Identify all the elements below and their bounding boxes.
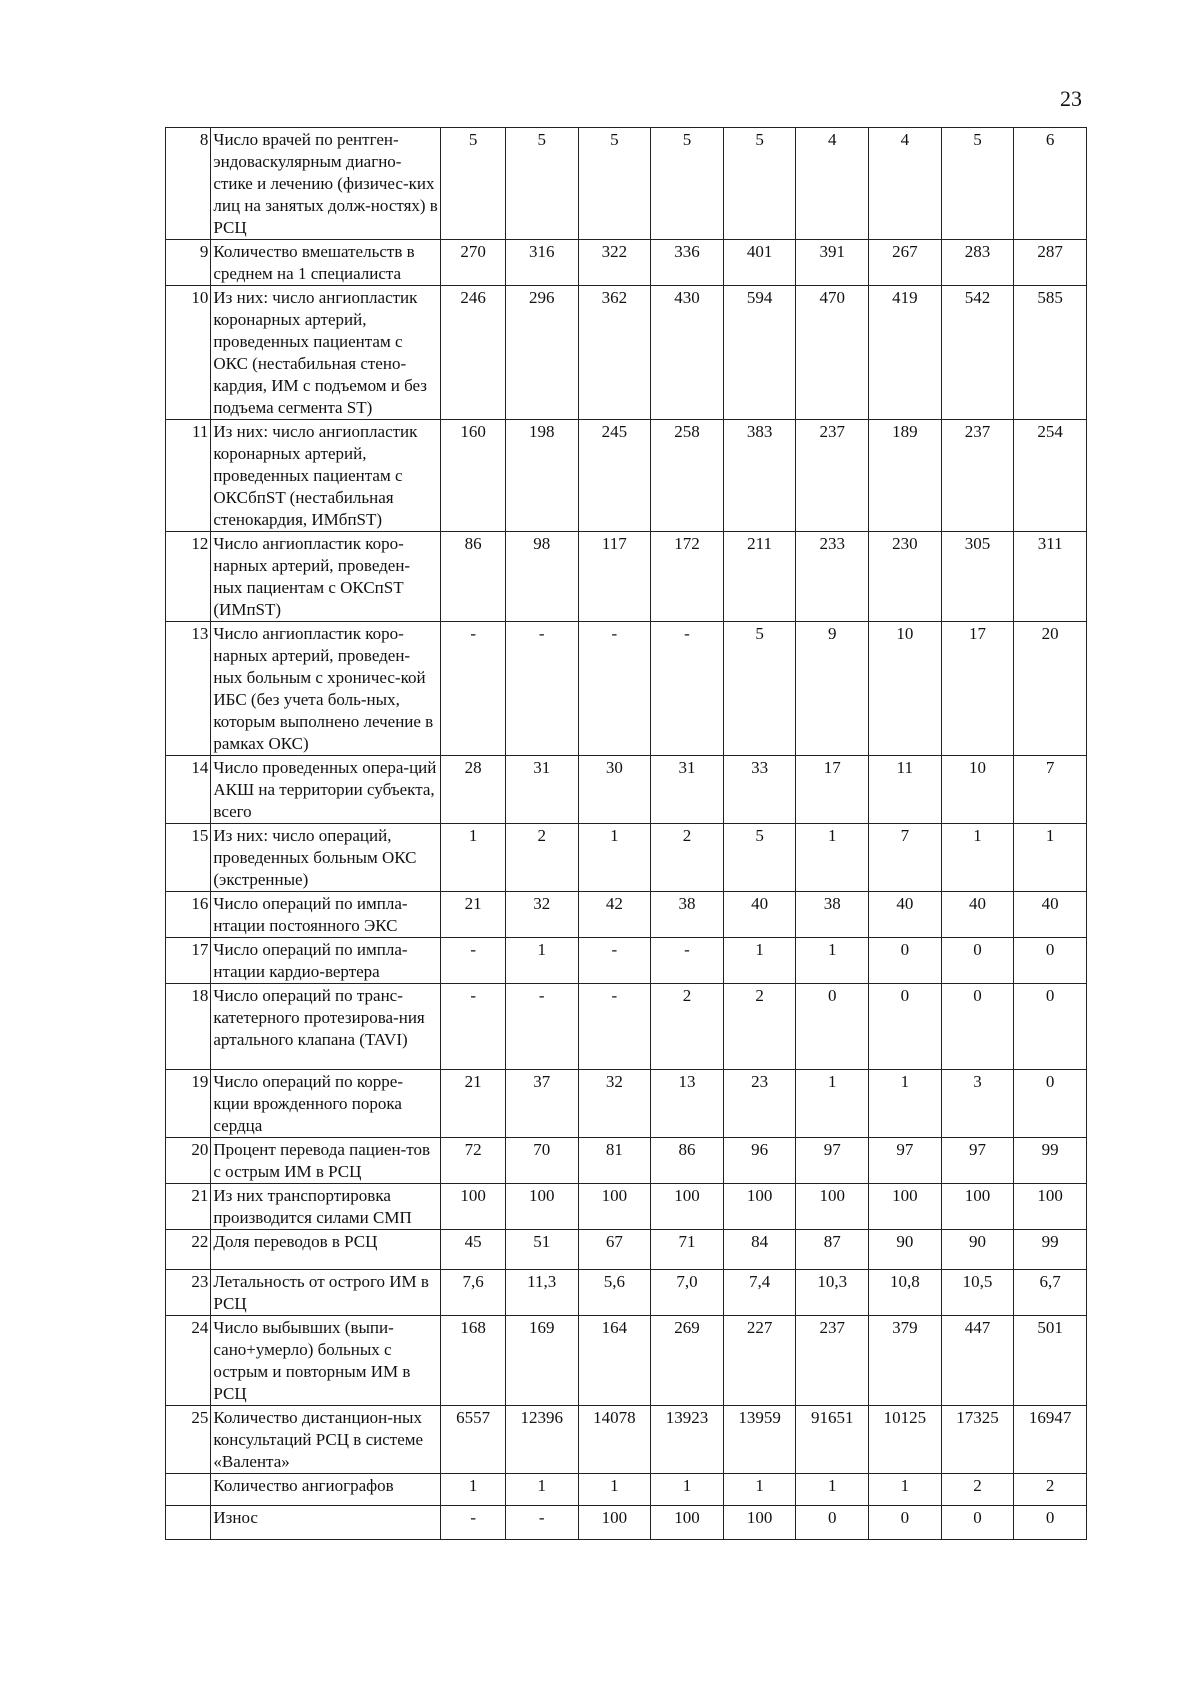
- value-cell: 1: [869, 1474, 942, 1506]
- row-label: Количество вмешательств в среднем на 1 специалиста: [211, 240, 441, 286]
- value-cell: 283: [941, 240, 1014, 286]
- row-label: Из них транспортировка производится силами СМП: [211, 1184, 441, 1230]
- value-cell: 17: [941, 622, 1014, 756]
- row-label: Число операций по корре-кции врожденного порока сердца: [211, 1070, 441, 1138]
- row-label: Процент перевода пациен-тов с острым ИМ в РСЦ: [211, 1138, 441, 1184]
- table-row: [166, 240, 1087, 286]
- value-cell: 100: [441, 1184, 506, 1230]
- table-row: [166, 286, 1087, 420]
- value-cell: 172: [651, 532, 724, 622]
- table-row: [166, 1270, 1087, 1316]
- value-cell: 1: [723, 1474, 796, 1506]
- table-row: [166, 1138, 1087, 1184]
- value-cell: 4: [796, 128, 869, 240]
- value-cell: 1: [796, 824, 869, 892]
- value-cell: 100: [869, 1184, 942, 1230]
- value-cell: 447: [941, 1316, 1014, 1406]
- table-row: [166, 622, 1087, 756]
- table-row: [166, 1230, 1087, 1270]
- value-cell: 5: [723, 622, 796, 756]
- value-cell: 7,0: [651, 1270, 724, 1316]
- value-cell: 71: [651, 1230, 724, 1270]
- value-cell: -: [441, 984, 506, 1070]
- value-cell: 21: [441, 892, 506, 938]
- row-number: 15: [166, 824, 211, 892]
- table-row: [166, 1184, 1087, 1230]
- value-cell: 501: [1014, 1316, 1087, 1406]
- value-cell: 391: [796, 240, 869, 286]
- value-cell: 86: [441, 532, 506, 622]
- value-cell: 10: [869, 622, 942, 756]
- value-cell: 0: [1014, 1506, 1087, 1540]
- value-cell: 7,6: [441, 1270, 506, 1316]
- table-row: [166, 756, 1087, 824]
- value-cell: 5: [723, 128, 796, 240]
- value-cell: 13: [651, 1070, 724, 1138]
- row-label: Летальность от острого ИМ в РСЦ: [211, 1270, 441, 1316]
- table-row: [166, 1070, 1087, 1138]
- value-cell: 17325: [941, 1406, 1014, 1474]
- table-row: [166, 984, 1087, 1070]
- value-cell: 0: [1014, 984, 1087, 1070]
- value-cell: -: [651, 622, 724, 756]
- value-cell: 14078: [578, 1406, 651, 1474]
- value-cell: 96: [723, 1138, 796, 1184]
- value-cell: 10,3: [796, 1270, 869, 1316]
- value-cell: 1: [941, 824, 1014, 892]
- row-number: 18: [166, 984, 211, 1070]
- value-cell: 99: [1014, 1230, 1087, 1270]
- value-cell: 379: [869, 1316, 942, 1406]
- table-row: [166, 128, 1087, 240]
- value-cell: 90: [869, 1230, 942, 1270]
- value-cell: -: [578, 984, 651, 1070]
- value-cell: 383: [723, 420, 796, 532]
- value-cell: 227: [723, 1316, 796, 1406]
- value-cell: 45: [441, 1230, 506, 1270]
- value-cell: 40: [1014, 892, 1087, 938]
- row-number: 12: [166, 532, 211, 622]
- value-cell: 97: [941, 1138, 1014, 1184]
- value-cell: 237: [796, 420, 869, 532]
- value-cell: 70: [505, 1138, 578, 1184]
- page-number: 23: [1060, 86, 1082, 111]
- value-cell: -: [651, 938, 724, 984]
- value-cell: 322: [578, 240, 651, 286]
- row-number: 23: [166, 1270, 211, 1316]
- value-cell: 97: [796, 1138, 869, 1184]
- value-cell: 1: [651, 1474, 724, 1506]
- table-row: [166, 1406, 1087, 1474]
- value-cell: 23: [723, 1070, 796, 1138]
- value-cell: 1: [796, 1070, 869, 1138]
- value-cell: 362: [578, 286, 651, 420]
- value-cell: 100: [578, 1506, 651, 1540]
- value-cell: 0: [1014, 938, 1087, 984]
- table-row: [166, 1474, 1087, 1506]
- value-cell: 97: [869, 1138, 942, 1184]
- value-cell: 237: [941, 420, 1014, 532]
- row-label: Число операций по транс-катетерного протезирова-ния артального клапана (TAVI): [211, 984, 441, 1070]
- table-row: [166, 938, 1087, 984]
- value-cell: 311: [1014, 532, 1087, 622]
- row-number: 8: [166, 128, 211, 240]
- value-cell: 33: [723, 756, 796, 824]
- value-cell: 86: [651, 1138, 724, 1184]
- row-label: Из них: число ангиопластик коронарных артерий, проведенных пациентам с ОКСбпST (нестабильная стенокардия, ИМбпST): [211, 420, 441, 532]
- value-cell: 17: [796, 756, 869, 824]
- value-cell: 1: [869, 1070, 942, 1138]
- value-cell: 401: [723, 240, 796, 286]
- value-cell: 81: [578, 1138, 651, 1184]
- value-cell: 5: [651, 128, 724, 240]
- value-cell: -: [505, 1506, 578, 1540]
- row-label: Число ангиопластик коро-нарных артерий, проведен-ных больным с хроничес-кой ИБС (без учета боль-ных, которым выполнено лечение в рамках ОКС): [211, 622, 441, 756]
- value-cell: 2: [651, 984, 724, 1070]
- value-cell: 336: [651, 240, 724, 286]
- value-cell: 91651: [796, 1406, 869, 1474]
- value-cell: 0: [1014, 1070, 1087, 1138]
- value-cell: -: [578, 938, 651, 984]
- value-cell: 51: [505, 1230, 578, 1270]
- value-cell: 1: [796, 938, 869, 984]
- row-number: 19: [166, 1070, 211, 1138]
- value-cell: 16947: [1014, 1406, 1087, 1474]
- value-cell: 0: [869, 1506, 942, 1540]
- value-cell: 32: [505, 892, 578, 938]
- value-cell: 31: [651, 756, 724, 824]
- value-cell: 211: [723, 532, 796, 622]
- row-label: Количество ангиографов: [211, 1474, 441, 1506]
- row-label: Число ангиопластик коро-нарных артерий, проведен-ных пациентам с ОКСпST (ИМпST): [211, 532, 441, 622]
- row-number: 10: [166, 286, 211, 420]
- row-number: 25: [166, 1406, 211, 1474]
- value-cell: 40: [941, 892, 1014, 938]
- value-cell: 5,6: [578, 1270, 651, 1316]
- value-cell: 87: [796, 1230, 869, 1270]
- value-cell: -: [578, 622, 651, 756]
- value-cell: 2: [651, 824, 724, 892]
- value-cell: 594: [723, 286, 796, 420]
- value-cell: 1: [578, 824, 651, 892]
- value-cell: -: [441, 938, 506, 984]
- value-cell: 40: [723, 892, 796, 938]
- value-cell: 84: [723, 1230, 796, 1270]
- value-cell: 10125: [869, 1406, 942, 1474]
- row-number: [166, 1474, 211, 1506]
- table-row: [166, 420, 1087, 532]
- value-cell: 2: [941, 1474, 1014, 1506]
- table-row: [166, 892, 1087, 938]
- value-cell: 20: [1014, 622, 1087, 756]
- value-cell: 198: [505, 420, 578, 532]
- value-cell: 164: [578, 1316, 651, 1406]
- value-cell: 90: [941, 1230, 1014, 1270]
- value-cell: 3: [941, 1070, 1014, 1138]
- value-cell: 2: [723, 984, 796, 1070]
- value-cell: 5: [578, 128, 651, 240]
- value-cell: 12396: [505, 1406, 578, 1474]
- value-cell: 585: [1014, 286, 1087, 420]
- row-number: 14: [166, 756, 211, 824]
- value-cell: 67: [578, 1230, 651, 1270]
- value-cell: 0: [869, 938, 942, 984]
- table-row: [166, 1506, 1087, 1540]
- value-cell: 0: [941, 1506, 1014, 1540]
- value-cell: 246: [441, 286, 506, 420]
- value-cell: 470: [796, 286, 869, 420]
- value-cell: 30: [578, 756, 651, 824]
- value-cell: 11,3: [505, 1270, 578, 1316]
- value-cell: 1: [796, 1474, 869, 1506]
- value-cell: 13959: [723, 1406, 796, 1474]
- value-cell: 6,7: [1014, 1270, 1087, 1316]
- table-row: [166, 532, 1087, 622]
- value-cell: 6: [1014, 128, 1087, 240]
- value-cell: 72: [441, 1138, 506, 1184]
- value-cell: 1: [723, 938, 796, 984]
- value-cell: 11: [869, 756, 942, 824]
- row-number: 22: [166, 1230, 211, 1270]
- row-label: Количество дистанцион-ных консультаций РСЦ в системе «Валента»: [211, 1406, 441, 1474]
- value-cell: 13923: [651, 1406, 724, 1474]
- row-number: 9: [166, 240, 211, 286]
- value-cell: 7: [1014, 756, 1087, 824]
- value-cell: 189: [869, 420, 942, 532]
- value-cell: 1: [505, 938, 578, 984]
- row-label: Доля переводов в РСЦ: [211, 1230, 441, 1270]
- value-cell: 40: [869, 892, 942, 938]
- value-cell: 100: [505, 1184, 578, 1230]
- value-cell: 42: [578, 892, 651, 938]
- value-cell: 37: [505, 1070, 578, 1138]
- value-cell: 100: [723, 1506, 796, 1540]
- value-cell: 0: [941, 938, 1014, 984]
- value-cell: 100: [651, 1506, 724, 1540]
- row-label: Число операций по импла-нтации постоянного ЭКС: [211, 892, 441, 938]
- value-cell: 1: [505, 1474, 578, 1506]
- value-cell: 5: [723, 824, 796, 892]
- value-cell: 100: [651, 1184, 724, 1230]
- value-cell: 296: [505, 286, 578, 420]
- value-cell: 6557: [441, 1406, 506, 1474]
- value-cell: 245: [578, 420, 651, 532]
- row-number: 24: [166, 1316, 211, 1406]
- value-cell: 2: [505, 824, 578, 892]
- value-cell: 0: [869, 984, 942, 1070]
- value-cell: 100: [578, 1184, 651, 1230]
- value-cell: 5: [505, 128, 578, 240]
- row-number: 20: [166, 1138, 211, 1184]
- value-cell: 5: [941, 128, 1014, 240]
- value-cell: 21: [441, 1070, 506, 1138]
- value-cell: -: [441, 622, 506, 756]
- value-cell: 1: [441, 824, 506, 892]
- value-cell: 38: [796, 892, 869, 938]
- value-cell: 98: [505, 532, 578, 622]
- table-row: [166, 1316, 1087, 1406]
- value-cell: 430: [651, 286, 724, 420]
- row-number: 11: [166, 420, 211, 532]
- value-cell: 100: [1014, 1184, 1087, 1230]
- value-cell: 267: [869, 240, 942, 286]
- value-cell: 0: [796, 1506, 869, 1540]
- value-cell: 7: [869, 824, 942, 892]
- value-cell: 100: [723, 1184, 796, 1230]
- value-cell: 270: [441, 240, 506, 286]
- row-number: [166, 1506, 211, 1540]
- value-cell: 100: [796, 1184, 869, 1230]
- value-cell: 230: [869, 532, 942, 622]
- row-label: Число выбывших (выпи-сано+умерло) больных с острым и повторным ИМ в РСЦ: [211, 1316, 441, 1406]
- row-label: Из них: число операций, проведенных больным ОКС (экстренные): [211, 824, 441, 892]
- value-cell: -: [505, 622, 578, 756]
- value-cell: 10: [941, 756, 1014, 824]
- value-cell: 419: [869, 286, 942, 420]
- value-cell: 287: [1014, 240, 1087, 286]
- value-cell: 0: [941, 984, 1014, 1070]
- value-cell: 0: [796, 984, 869, 1070]
- value-cell: 1: [1014, 824, 1087, 892]
- value-cell: 7,4: [723, 1270, 796, 1316]
- row-label: Износ: [211, 1506, 441, 1540]
- value-cell: 99: [1014, 1138, 1087, 1184]
- value-cell: 237: [796, 1316, 869, 1406]
- value-cell: 269: [651, 1316, 724, 1406]
- row-label: Число проведенных опера-ций АКШ на территории субъекта, всего: [211, 756, 441, 824]
- table-body: [166, 128, 1087, 1540]
- statistics-table: [165, 127, 1087, 1540]
- value-cell: 233: [796, 532, 869, 622]
- value-cell: -: [441, 1506, 506, 1540]
- value-cell: 117: [578, 532, 651, 622]
- value-cell: 31: [505, 756, 578, 824]
- value-cell: 168: [441, 1316, 506, 1406]
- value-cell: 1: [441, 1474, 506, 1506]
- value-cell: -: [505, 984, 578, 1070]
- value-cell: 169: [505, 1316, 578, 1406]
- value-cell: 542: [941, 286, 1014, 420]
- value-cell: 160: [441, 420, 506, 532]
- value-cell: 305: [941, 532, 1014, 622]
- value-cell: 258: [651, 420, 724, 532]
- row-number: 21: [166, 1184, 211, 1230]
- row-number: 17: [166, 938, 211, 984]
- table-row: [166, 824, 1087, 892]
- value-cell: 254: [1014, 420, 1087, 532]
- row-label: Число операций по импла-нтации кардио-вертера: [211, 938, 441, 984]
- row-number: 16: [166, 892, 211, 938]
- value-cell: 38: [651, 892, 724, 938]
- value-cell: 5: [441, 128, 506, 240]
- value-cell: 9: [796, 622, 869, 756]
- value-cell: 28: [441, 756, 506, 824]
- value-cell: 10,5: [941, 1270, 1014, 1316]
- row-number: 13: [166, 622, 211, 756]
- row-label: Из них: число ангиопластик коронарных артерий, проведенных пациентам с ОКС (нестабильная стено-кардия, ИМ с подъемом и без подъема сегмента ST): [211, 286, 441, 420]
- row-label: Число врачей по рентген-эндоваскулярным диагно-стике и лечению (физичес-ких лиц на занятых долж-ностях) в РСЦ: [211, 128, 441, 240]
- value-cell: 316: [505, 240, 578, 286]
- value-cell: 2: [1014, 1474, 1087, 1506]
- value-cell: 1: [578, 1474, 651, 1506]
- value-cell: 10,8: [869, 1270, 942, 1316]
- value-cell: 4: [869, 128, 942, 240]
- value-cell: 100: [941, 1184, 1014, 1230]
- value-cell: 32: [578, 1070, 651, 1138]
